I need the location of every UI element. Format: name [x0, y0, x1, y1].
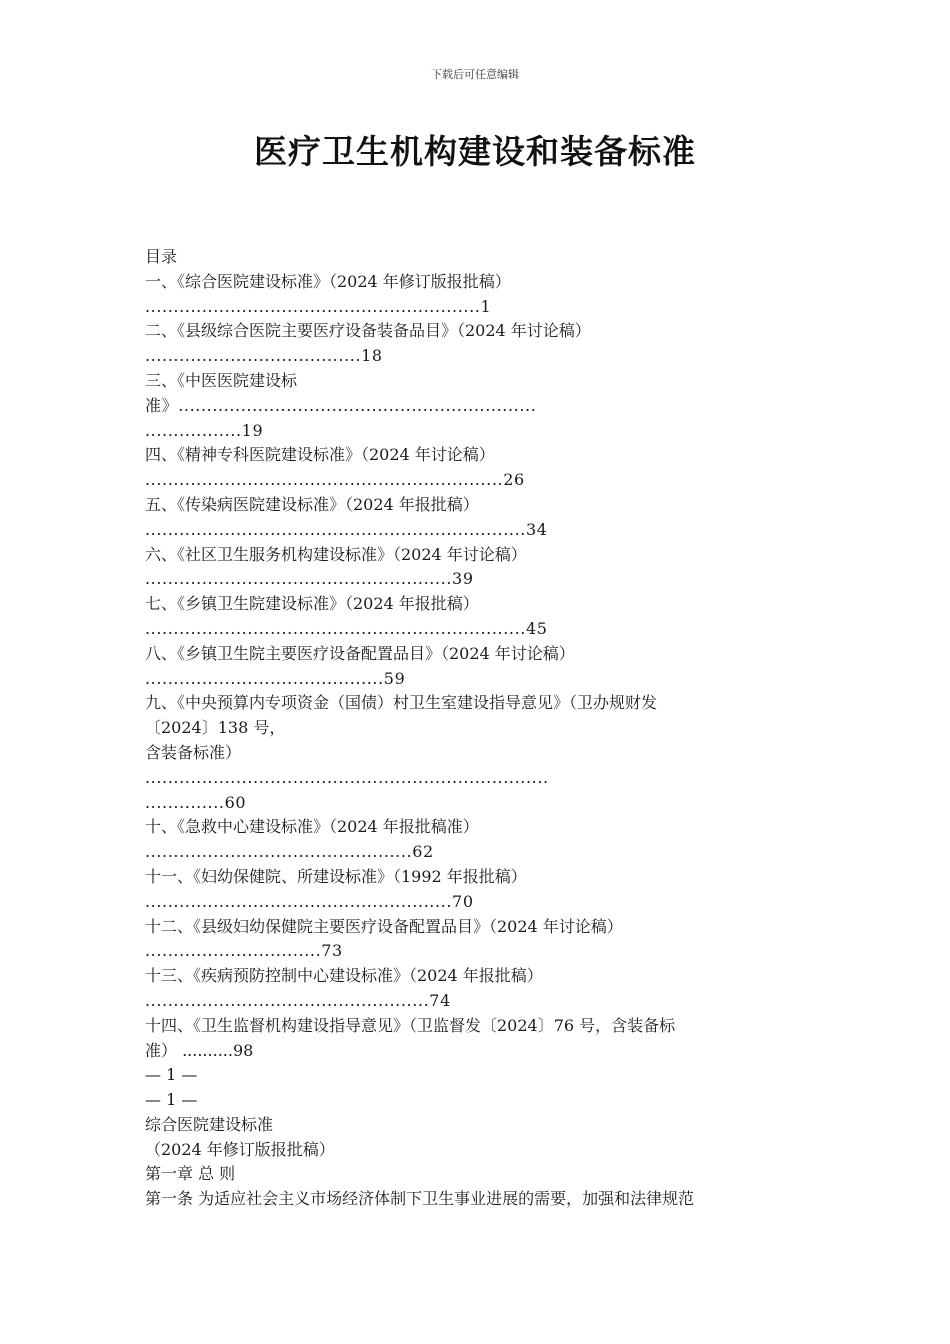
- toc-entry: 十一、《妇幼保健院、所建设标准》（1992 年报批稿）: [145, 866, 527, 886]
- toc-leader-page: ...................................................................34: [145, 519, 548, 539]
- toc-heading: 目录: [145, 247, 178, 266]
- toc-leader-page: ..............60: [145, 792, 247, 812]
- document-body: [145, 245, 810, 1212]
- toc-entry: 二、《县级综合医院主要医疗设备装备品目》（2024 年讨论稿）: [145, 321, 591, 341]
- toc-entry: 十二、《县级妇幼保健院主要医疗设备配置品目》（2024 年讨论稿）: [145, 916, 623, 936]
- toc-entry: 一、《综合医院建设标准》（2024 年修订版报批稿）: [145, 271, 511, 291]
- toc-leader-page: .................19: [145, 420, 264, 440]
- toc-entry: 九、《中央预算内专项资金（国债）村卫生室建设指导意见》（卫办规财发: [145, 693, 658, 713]
- toc-entry: 十、《急救中心建设标准》（2024 年报批稿准）: [145, 817, 479, 837]
- toc-entry: 三、《中医医院建设标: [145, 370, 298, 390]
- toc-entry: 十四、《卫生监督机构建设指导意见》（卫监督发〔2024〕76 号，含装备标: [145, 1015, 676, 1035]
- toc-leader: .......................................................................: [145, 767, 549, 787]
- chapter-heading: 第一章 总 则: [145, 1164, 236, 1184]
- toc-leader-page: ......................................18: [145, 346, 383, 366]
- section-title: 综合医院建设标准: [145, 1114, 274, 1134]
- document-title: 医疗卫生机构建设和装备标准: [254, 132, 696, 171]
- toc-leader-page: ..................................................74: [145, 990, 451, 1010]
- toc-leader-page: ......................................................70: [145, 891, 474, 911]
- article-text: 第一条 为适应社会主义市场经济体制下卫生事业进展的需要，加强和法律规范: [145, 1189, 695, 1209]
- toc-entry: 六、《社区卫生服务机构建设标准》（2024 年讨论稿）: [145, 544, 527, 564]
- toc-leader-page: ...............................................................26: [145, 470, 525, 490]
- toc-entry: 七、《乡镇卫生院建设标准》（2024 年报批稿）: [145, 594, 479, 614]
- toc-entry: 十三、《疾病预防控制中心建设标准》（2024 年报批稿）: [145, 966, 543, 986]
- section-subtitle: （2024 年修订版报批稿）: [145, 1139, 335, 1159]
- toc-entry-continued: 〔2024〕138 号，: [145, 718, 286, 738]
- toc-entry-continued: 准》...............................................................: [145, 395, 537, 415]
- toc-leader-page: ..........................................59: [145, 668, 406, 688]
- toc-entry-continued: 含装备标准）: [145, 742, 242, 762]
- toc-leader-page: ...........................................................1: [145, 296, 492, 316]
- toc-leader-page: ...............................73: [145, 941, 343, 961]
- toc-leader-page: ...............................................62: [145, 842, 434, 862]
- toc-entry-continued: 准） ..........98: [145, 1040, 254, 1060]
- toc-entry: 八、《乡镇卫生院主要医疗设备配置品目》（2024 年讨论稿）: [145, 643, 575, 663]
- page-number-marker: — 1 —: [145, 1065, 198, 1085]
- toc-leader-page: ...................................................................45: [145, 618, 548, 638]
- page-header-note: 下载后可任意编辑: [431, 68, 519, 81]
- toc-entry: 四、《精神专科医院建设标准》（2024 年讨论稿）: [145, 445, 495, 465]
- page-number-marker: — 1 —: [145, 1090, 198, 1110]
- toc-leader-page: ......................................................39: [145, 569, 474, 589]
- toc-entry: 五、《传染病医院建设标准》（2024 年报批稿）: [145, 494, 479, 514]
